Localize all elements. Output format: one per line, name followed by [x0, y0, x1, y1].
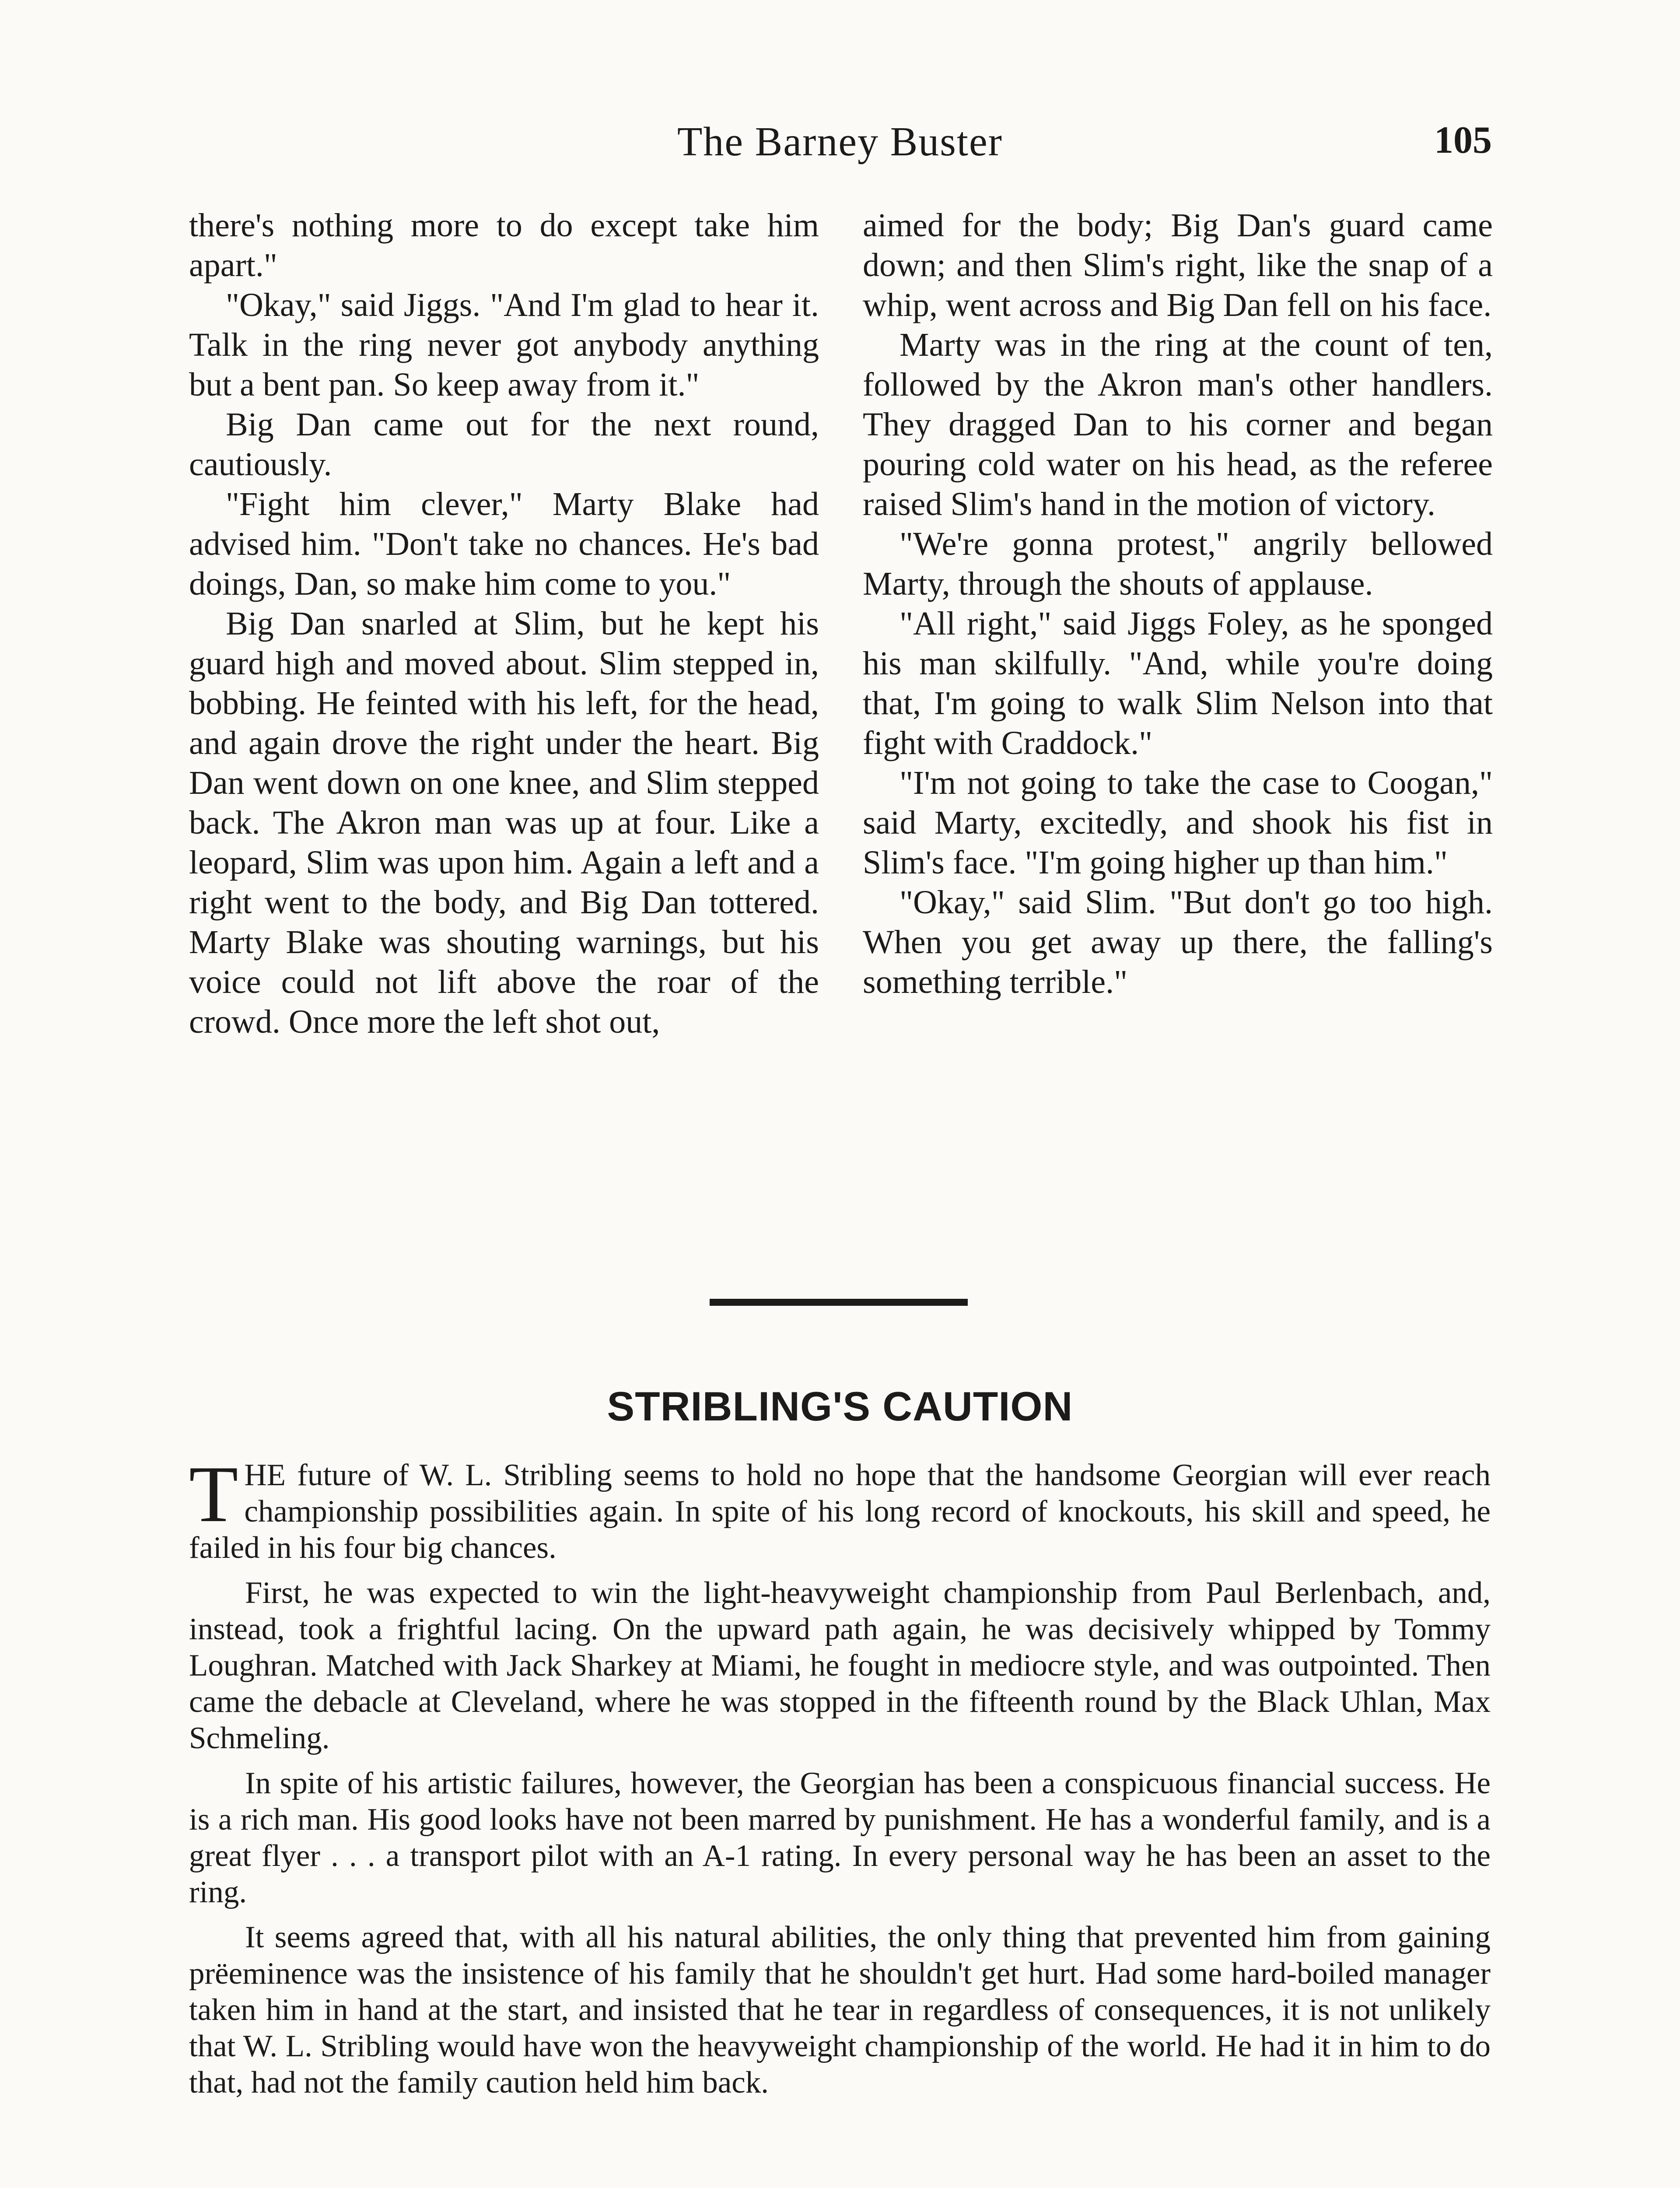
- story-paragraph: "I'm not going to take the case to Coogan," said Marty, excitedly, and shook his fist in Slim's face. "I'm going higher up than him.": [863, 764, 1493, 881]
- section-divider: [710, 1299, 968, 1306]
- story-paragraph: Marty was in the ring at the count of ten, followed by the Akron man's other handlers. They dragged Dan to his corner and began pouring cold water on his head, as the referee raised Slim's hand in the motion of victory.: [863, 326, 1493, 522]
- story-right-column: [863, 206, 1493, 1221]
- page-number: 105: [1434, 119, 1492, 161]
- story-paragraph: "We're gonna protest," angrily bellowed Marty, through the shouts of applause.: [863, 526, 1493, 602]
- running-title: The Barney Buster: [677, 119, 1003, 165]
- story-paragraph: aimed for the body; Big Dan's guard came down; and then Slim's right, like the snap of a whip, went across and Big Dan fell on his face.: [863, 207, 1493, 323]
- story-paragraph: "Okay," said Slim. "But don't go too high. When you get away up there, the falling's something terrible.": [863, 884, 1493, 1000]
- article-body: [189, 1457, 1491, 2188]
- drop-cap: T: [189, 1457, 238, 1539]
- article-paragraph: First, he was expected to win the light-heavyweight championship from Paul Berlenbach, and, instead, took a frightful lacing. On the upward path again, he was decisively whipped by Tommy Loughran. Matched with Jack Sharkey at Miami, he fought in mediocre style, and was outpointed. Then came the debacle at Cleveland, where he was stopped in the fifteenth round by the Black Uhlan, Max Schmeling.: [189, 1576, 1491, 1755]
- lead-text: HE future of W. L. Stribling seems to hold no hope that the handsome Georgian will ever reach championship possibilities again. In spite of his long record of knockouts, his skill and speed, he failed in his four big chances.: [189, 1458, 1491, 1565]
- story-paragraph: there's nothing more to do except take him apart.": [189, 207, 819, 284]
- story-paragraph: Big Dan came out for the next round, cautiously.: [189, 406, 819, 483]
- story-left-column: [189, 206, 819, 1221]
- story-paragraph: Big Dan snarled at Slim, but he kept his guard high and moved about. Slim stepped in, bobbing. He feinted with his left, for the head, and again drove the right under the heart. Big Dan went down on one knee, and Slim stepped back. The Akron man was up at four. Like a leopard, Slim was upon him. Again a left and a right went to the body, and Big Dan tottered. Marty Blake was shouting warnings, but his voice could not lift above the roar of the crowd. Once more the left shot out,: [189, 605, 819, 1040]
- story-paragraph: "All right," said Jiggs Foley, as he sponged his man skilfully. "And, while you're doing that, I'm going to walk Slim Nelson into that fight with Craddock.": [863, 605, 1493, 761]
- story-paragraph: "Okay," said Jiggs. "And I'm glad to hear it. Talk in the ring never got anybody anything but a bent pan. So keep away from it.": [189, 287, 819, 403]
- story-paragraph: "Fight him clever," Marty Blake had advised him. "Don't take no chances. He's bad doings, Dan, so make him come to you.": [189, 486, 819, 602]
- article-paragraph: It seems agreed that, with all his natural abilities, the only thing that prevented him from gaining prëeminence was the insistence of his family that he shouldn't get hurt. Had some hard-boiled manager taken him in hand at the start, and insisted that he tear in regardless of consequences, it is not unlikely that W. L. Stribling would have won the heavyweight championship of the world. He had it in him to do that, had not the family caution held him back.: [189, 1920, 1491, 2100]
- story-columns: [189, 206, 1493, 1221]
- article-paragraph: In spite of his artistic failures, however, the Georgian has been a conspicuous financial success. He is a rich man. His good looks have not been marred by punishment. He has a wonderful family, and is a great flyer . . . a transport pilot with an A-1 rating. In every personal way he has been an asset to the ring.: [189, 1766, 1491, 1909]
- article-lead-paragraph: [189, 1457, 1491, 1566]
- article-title: STRIBLING'S CAUTION: [607, 1383, 1073, 1429]
